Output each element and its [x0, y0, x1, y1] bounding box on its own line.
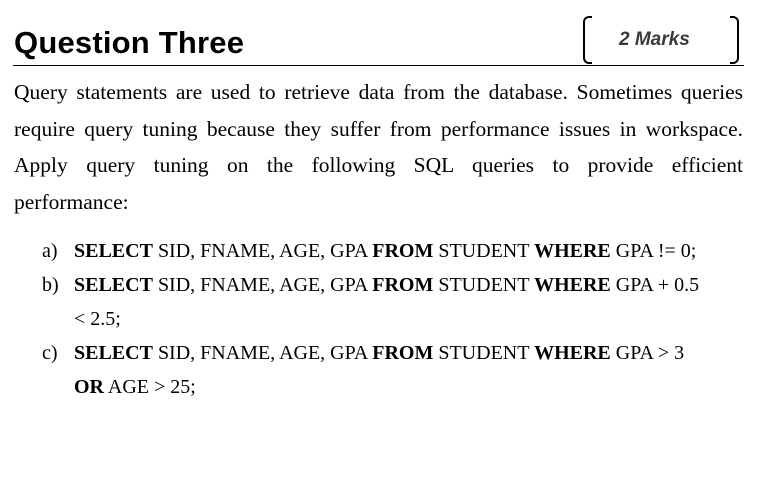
query-line — [74, 336, 742, 370]
sql-keyword: SELECT — [74, 274, 153, 296]
query-line — [74, 268, 742, 302]
sql-text: STUDENT — [433, 342, 535, 364]
sql-text: GPA > 3 — [610, 342, 685, 364]
item-label: c) — [42, 342, 58, 364]
sql-keyword: FROM — [372, 342, 434, 364]
description-line: Apply query tuning on the following SQL queries to provide efficient — [14, 153, 743, 177]
sql-keyword: OR — [74, 376, 104, 398]
query-item-a — [42, 234, 742, 268]
sql-keyword: FROM — [372, 274, 434, 296]
sql-text: GPA + 0.5 — [610, 274, 700, 296]
question-description — [14, 74, 743, 220]
question-title: Question Three — [14, 25, 245, 60]
sql-text: AGE > 25; — [104, 376, 196, 398]
sql-keyword: WHERE — [534, 240, 611, 262]
sql-keyword: WHERE — [534, 274, 611, 296]
sql-text: SID, FNAME, AGE, GPA — [152, 240, 373, 262]
sql-text: GPA != 0; — [610, 240, 697, 262]
query-line-continued: < 2.5; — [74, 308, 121, 330]
sql-text: SID, FNAME, AGE, GPA — [152, 274, 373, 296]
marks-label: 2 Marks — [619, 29, 690, 50]
description-line: require query tuning because they suffer from performance issues in workspace. — [14, 116, 743, 141]
sql-keyword: FROM — [372, 240, 434, 262]
query-line-continued — [74, 370, 742, 404]
sql-text: SID, FNAME, AGE, GPA — [152, 342, 373, 364]
description-line: Query statements are used to retrieve data from the database. Sometimes queries — [14, 80, 743, 104]
query-line — [74, 234, 742, 268]
item-label: a) — [42, 240, 58, 262]
sql-text: STUDENT — [433, 240, 535, 262]
marks-badge — [583, 16, 739, 62]
sql-keyword: SELECT — [74, 342, 153, 364]
description-line: performance: — [14, 189, 129, 214]
sql-text: STUDENT — [433, 274, 535, 296]
query-item-c — [42, 336, 742, 404]
query-item-b — [42, 268, 742, 336]
left-bracket-icon — [583, 16, 592, 64]
item-label: b) — [42, 274, 59, 296]
sql-keyword: SELECT — [74, 240, 153, 262]
query-list — [42, 234, 742, 404]
right-bracket-icon — [730, 16, 739, 64]
sql-keyword: WHERE — [534, 342, 611, 364]
question-header — [13, 14, 744, 66]
